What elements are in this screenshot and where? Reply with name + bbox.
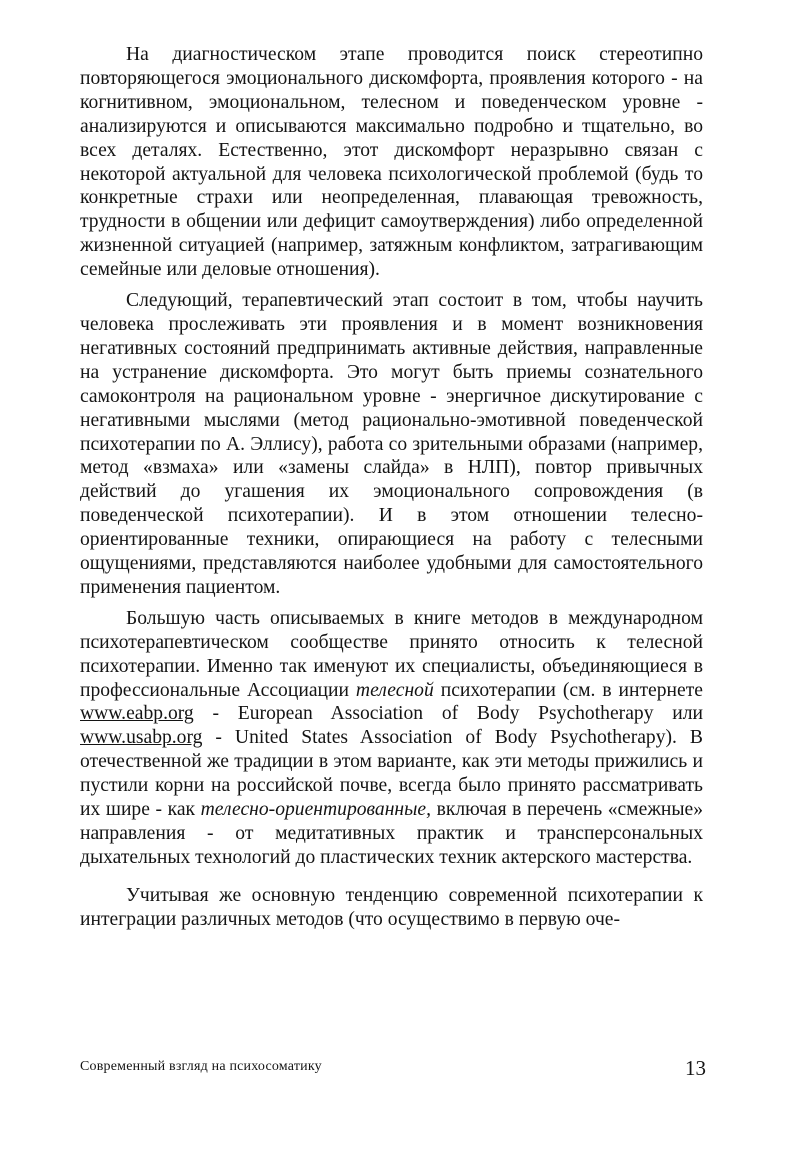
paragraph-diagnostic-stage: На диагностическом этапе проводится поиск стереотипно повторяющегося эмоционального дискомфорта, проявления которого - на когнитивном, эмоциональном, телесном и поведенческом уровне - анализируются и описываются максимально подробно и тщательно, во всех деталях. Естественно, этот дискомфорт неразрывно связан с некоторой актуальной для человека психологической проблемой (будь то конкретные страхи или неопределенная, плавающая тревожность, трудности в общении или дефицит самоутверждения) либо определенной жизненной ситуацией (например, затяжным конфликтом, затрагивающим семейные или деловые отношения). [80, 44, 703, 281]
eabp-link[interactable]: www.eabp.org [80, 703, 194, 725]
running-title: Современный взгляд на психосоматику [80, 1059, 322, 1074]
paragraph-text-segment: психотерапии (см. в интернете [433, 679, 703, 701]
paragraph-text-segment: - European Association of Body Psychotherapy или [193, 703, 703, 725]
usabp-link[interactable]: www.usabp.org [80, 727, 203, 749]
paragraph-integration: Учитывая же основную тенденцию современной психотерапии к интеграции различных методов (что осуществимо в первую оче- [80, 884, 703, 930]
emphasis-body: телесной [355, 679, 434, 701]
body-text [80, 43, 703, 932]
paragraph-therapeutic-stage: Следующий, терапевтический этап состоит в том, чтобы научить человека прослеживать эти проявления и в момент возникновения негативных состояний предпринимать активные действия, направленные на устранение дискомфорта. Это могут быть приемы сознательного самоконтроля на рациональном уровне - энергичное дискутирование с негативными мыслями (метод рационально-эмотивной поведенческой психотерапии по А. Эллису), работа со зрительными образами (например, метод «взмаха» или «замены слайда» в НЛП), повтор привычных действий до угашения их эмоционального сопровождения (в поведенческой психотерапии). И в этом отношении телесно-ориентированные техники, опирающиеся на работу с телесными ощущениями, представляются наиболее удобными для самостоятельного применения пациентом. [80, 290, 703, 598]
paragraph-text-segment: Большую часть описываемых в книге методов в международном психотерапевтическом сообществе принято относить к телесной психотерапии. Именно так именуют их специалисты, объединяющиеся в профессиональные Ассоциации [80, 607, 703, 701]
paragraph-text-segment: включая в перечень «смежные» направления - от медитативных практик и трансперсональных дыхательных технологий до пластических техник актерского мастерства. [80, 799, 703, 868]
page-number: 13 [685, 1056, 706, 1080]
paragraph-body-psychotherapy [80, 607, 703, 870]
emphasis-body-oriented: телесно-ориентированные, [200, 799, 432, 821]
paragraph-text-segment: - United States Association of Body Psychotherapy). В отечественной же традиции в этом варианте, как эти методы прижились и пустили корни на российской почве, всегда было принято рассматривать их шире - как [80, 727, 703, 821]
